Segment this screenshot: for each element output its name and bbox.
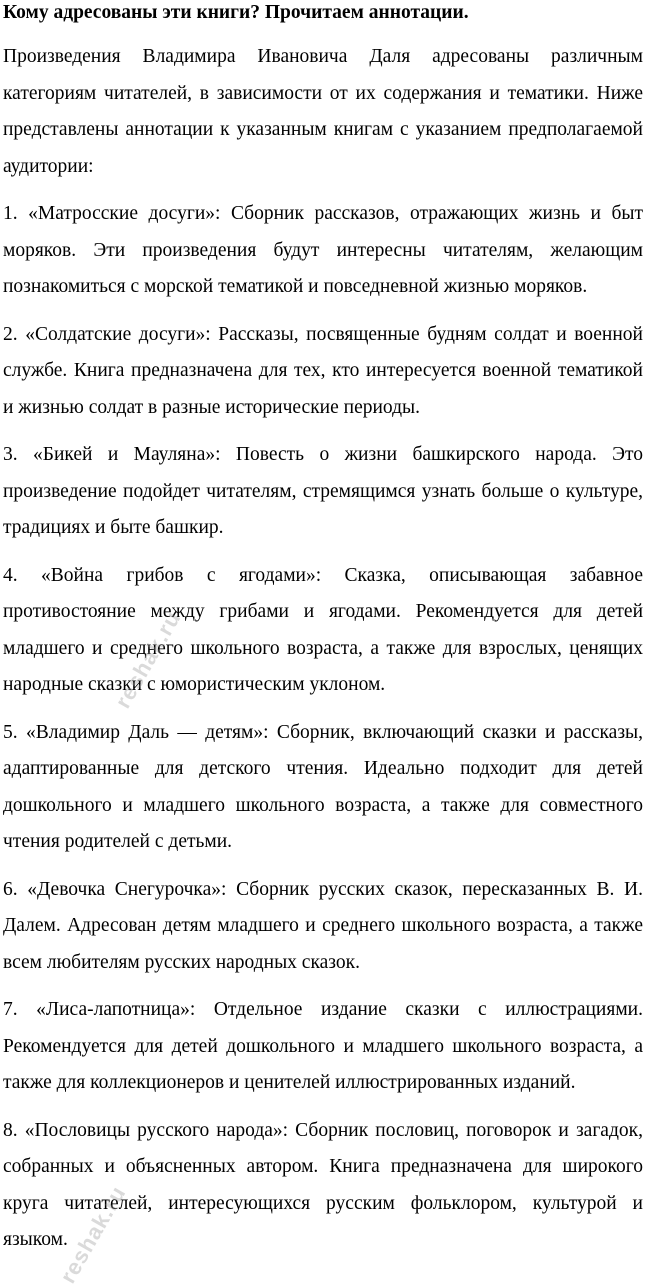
document-page — [3, 0, 643, 1259]
watermark-text: reshak.ru — [55, 1181, 131, 1288]
page-title: Кому адресованы эти книги? Прочитаем аннотации. — [3, 2, 469, 23]
intro-paragraph: Произведения Владимира Ивановича Даля адресованы различным категориям читателей, в зависимости от их содержания и тематики. Ниже представлены аннотации к указанным книгам с указанием предполагаемой аудитории: — [3, 46, 643, 177]
watermark-text: reshak.ru — [110, 606, 186, 713]
annotation-item-6: 6. «Девочка Снегурочка»: Сборник русских сказок, пересказанных В. И. Далем. Адресован детям младшего и среднего школьного возраста, а также всем любителям русских народных сказок. — [3, 878, 643, 973]
annotation-item-7: 7. «Лиса-лапотница»: Отдельное издание сказки с иллюстрациями. Рекомендуется для детей дошкольного и младшего школьного возраста, а также для коллекционеров и ценителей иллюстрированных изданий. — [3, 999, 643, 1093]
annotation-item-5: 5. «Владимир Даль — детям»: Сборник, включающий сказки и рассказы, адаптированные для детского чтения. Идеально подходит для детей дошкольного и младшего школьного возраста, а также для совместного чтения родителей с детьми. — [3, 721, 643, 852]
annotation-item-4: 4. «Война грибов с ягодами»: Сказка, описывающая забавное противостояние между грибами и ягодами. Рекомендуется для детей младшего и среднего школьного возраста, а также для взрослых, ценящих народные сказки с юмористическим уклоном. — [3, 564, 643, 695]
annotation-item-1: 1. «Матросские досуги»: Сборник рассказов, отражающих жизнь и быт моряков. Эти произведения будут интересны читателям, желающим познакомиться с морской тематикой и повседневной жизнью моряков. — [3, 203, 643, 297]
annotation-item-3: 3. «Бикей и Мауляна»: Повесть о жизни башкирского народа. Это произведение подойдет читателям, стремящимся узнать больше о культуре, традициях и быте башкир. — [3, 444, 643, 538]
annotation-item-8: 8. «Пословицы русского народа»: Сборник пословиц, поговорок и загадок, собранных и объясненных автором. Книга предназначена для широкого круга читателей, интересующихся русским фольклором, культурой и языком. — [3, 1119, 643, 1250]
annotation-item-2: 2. «Солдатские досуги»: Рассказы, посвященные будням солдат и военной службе. Книга предназначена для тех, кто интересуется военной тематикой и жизнью солдат в разные исторические периоды. — [3, 323, 643, 418]
